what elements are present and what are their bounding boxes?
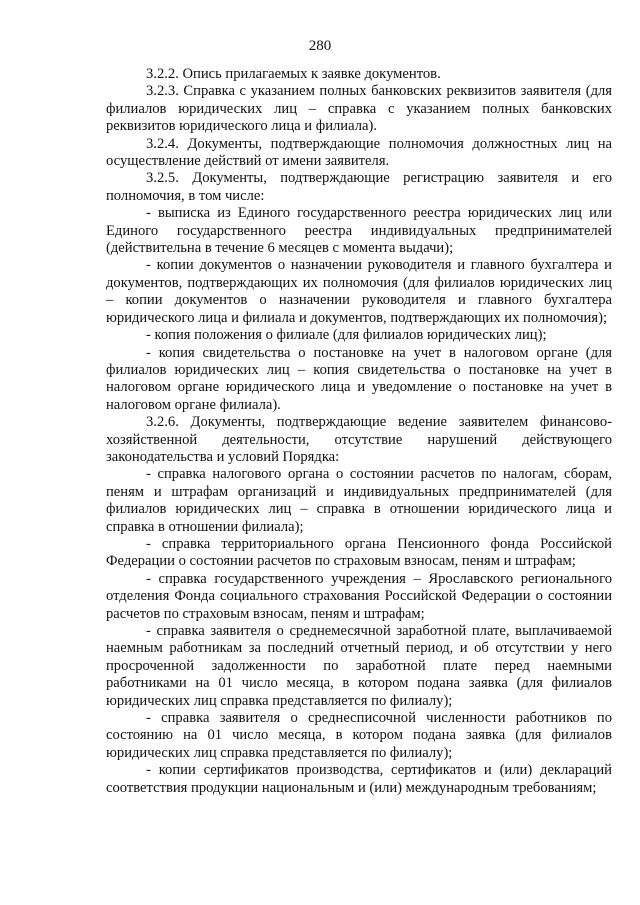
document-body bbox=[106, 66, 612, 797]
paragraph-3-2-6: 3.2.6. Документы, подтверждающие ведение заявителем финансово-хозяйственной деятельности, отсутствие нарушений действующего законодательства и условий Порядка: bbox=[106, 414, 612, 465]
paragraph-3-2-2: 3.2.2. Опись прилагаемых к заявке документов. bbox=[146, 66, 441, 82]
list-item-director-appointment: - копии документов о назначении руководителя и главного бухгалтера и документов, подтверждающих их полномочия (для филиалов юридических лиц – копии документов о назначении руководителя и главного бухгалтера юридического лица и филиала и документов, подтверждающих их полномочия); bbox=[106, 257, 612, 326]
list-item-branch-regulation: - копия положения о филиале (для филиалов юридических лиц); bbox=[146, 327, 547, 344]
list-item-tax-registration: - копия свидетельства о постановке на учет в налоговом органе (для филиалов юридических лиц – копия свидетельства о постановке на учет в налоговом органе юридического лица и уведомление о постановке на учет в налоговом органе филиала). bbox=[106, 344, 612, 413]
list-item-egrul-extract: - выписка из Единого государственного реестра юридических лиц или Единого государственного реестра индивидуальных предпринимателей (действительна в течение 6 месяцев с момента выдачи); bbox=[106, 205, 612, 257]
list-item-certificates: - копии сертификатов производства, сертификатов и (или) деклараций соответствия продукции национальным и (или) международным требованиям; bbox=[106, 762, 612, 796]
paragraph-3-2-5: 3.2.5. Документы, подтверждающие регистрацию заявителя и его полномочия, в том числе: bbox=[106, 170, 612, 204]
list-item-headcount: - справка заявителя о среднесписочной численности работников по состоянию на 01 число месяца, в котором подана заявка (для филиалов юридических лиц справка представляется по филиалу); bbox=[106, 710, 612, 761]
list-item-pension-fund: - справка территориального органа Пенсионного фонда Российской Федерации о состоянии расчетов по страховым взносам, пеням и штрафам; bbox=[106, 535, 612, 570]
list-item-salary-certificate: - справка заявителя о среднемесячной заработной плате, выплачиваемой наемным работникам за последний отчетный период, и об отсутствии у него просроченной задолженности по заработной плате перед наемными работниками на 01 число месяца, в котором подана заявка (для филиалов юридических лиц справка представляется по филиалу); bbox=[106, 623, 612, 709]
page-number: 280 bbox=[308, 38, 332, 54]
paragraph-3-2-4: 3.2.4. Документы, подтверждающие полномочия должностных лиц на осуществление действий от имени заявителя. bbox=[106, 135, 612, 170]
list-item-tax-certificate: - справка налогового органа о состоянии расчетов по налогам, сборам, пеням и штрафам организаций и индивидуальных предпринимателей (для филиалов юридических лиц – справка в отношении юридического лица и справка в отношении филиала); bbox=[106, 466, 612, 535]
list-item-social-insurance: - справка государственного учреждения – Ярославского регионального отделения Фонда социального страхования Российской Федерации о состоянии расчетов по страховым взносам, пеням и штрафам; bbox=[106, 570, 612, 622]
paragraph-3-2-3: 3.2.3. Справка с указанием полных банковских реквизитов заявителя (для филиалов юридических лиц – справка с указанием полных банковских реквизитов юридического лица и филиала). bbox=[106, 83, 612, 135]
